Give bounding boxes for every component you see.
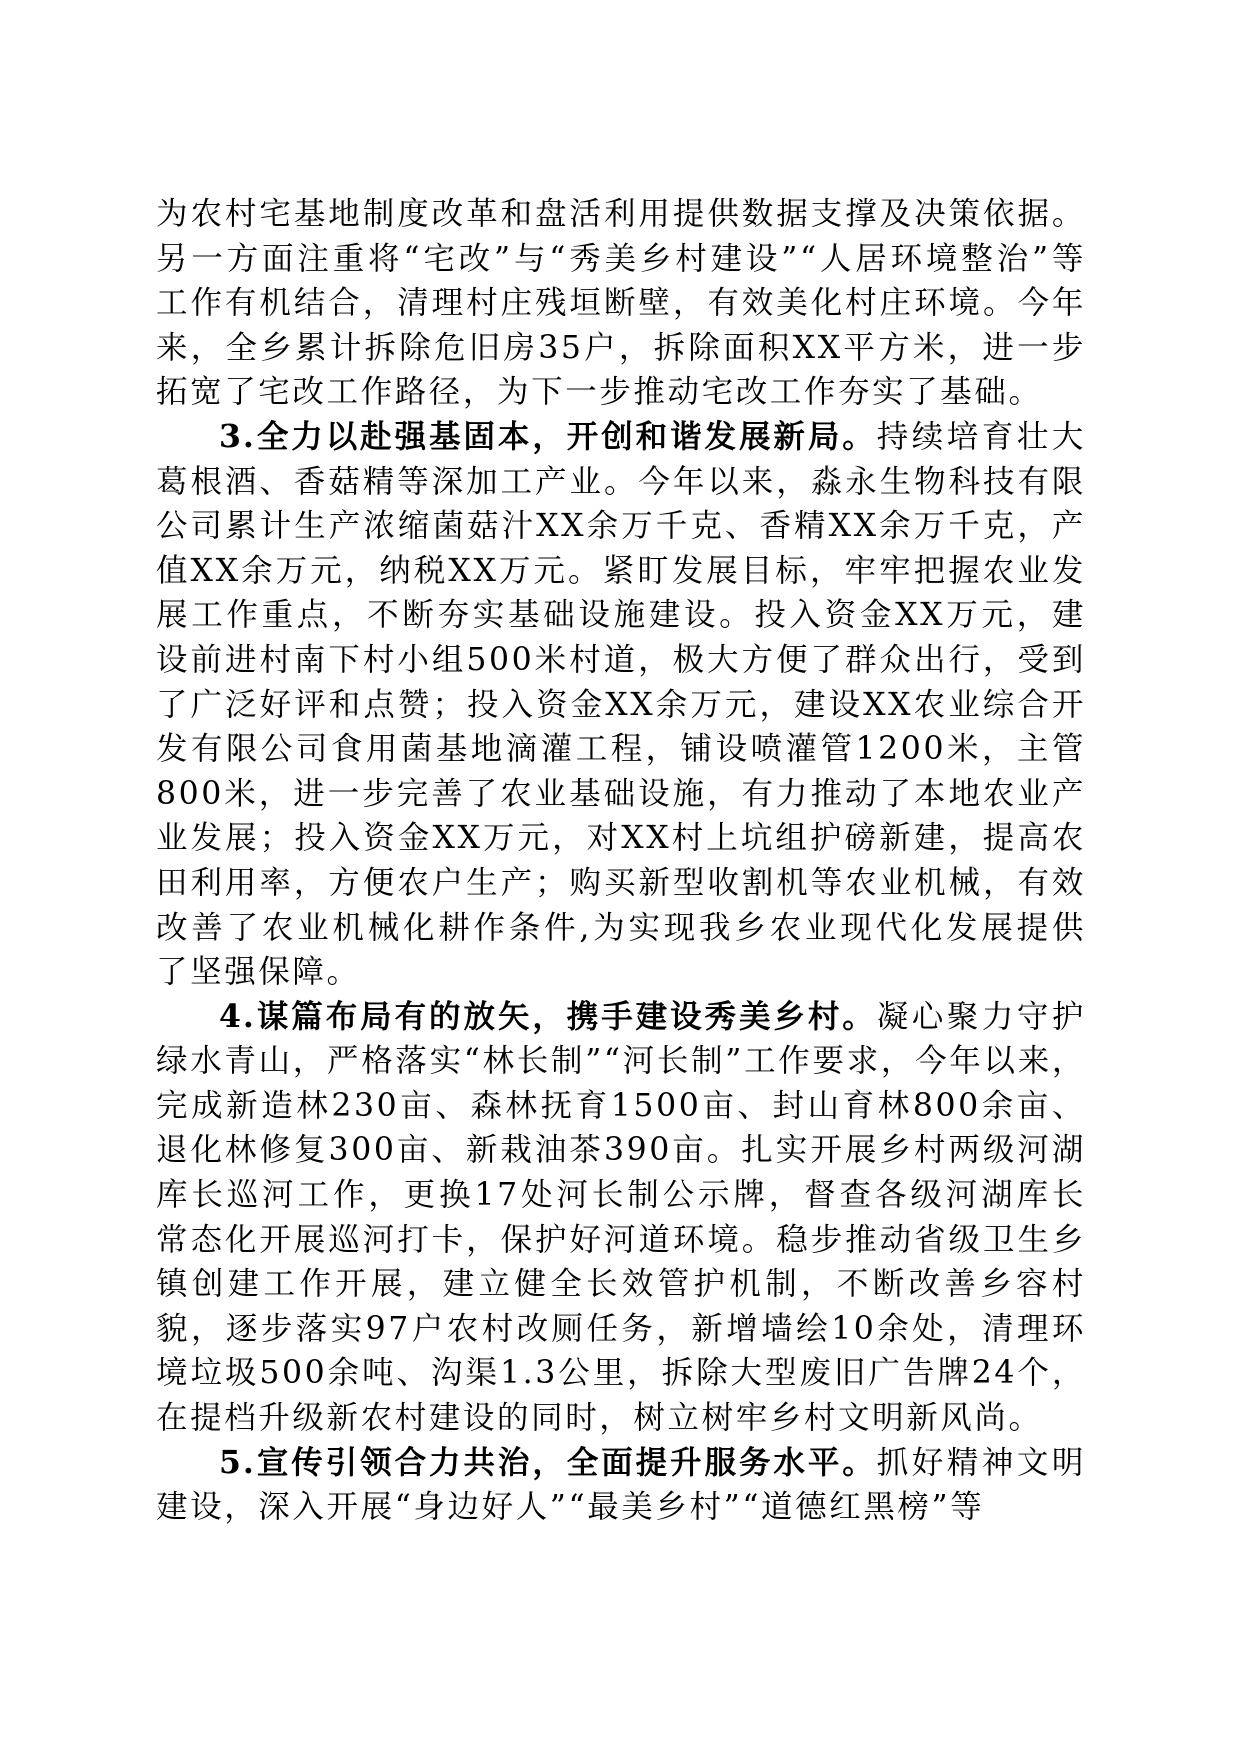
paragraph-1-text: 为农村宅基地制度改革和盘活利用提供数据支撑及决策依据。另一方面注重将“宅改”与“秀美乡村建设”“人居环境整治”等工作有机结合，清理村庄残垣断壁，有效美化村庄环境。今年来，全乡累计拆除危旧房35户，拆除面积XX平方米，进一步拓宽了宅改工作路径，为下一步推动宅改工作夯实了基础。 [156, 196, 1086, 411]
paragraph-1 [156, 192, 1086, 415]
section-3-heading: 3.全力以赴强基固本，开创和谐发展新局。 [219, 417, 877, 455]
paragraph-4-text: 抓好精神文明建设，深入开展“身边好人”“最美乡村”“道德红黑榜”等 [156, 1444, 1086, 1526]
paragraph-2-text: 持续培育壮大葛根酒、香菇精等深加工产业。今年以来，淼永生物科技有限公司累计生产浓缩菌菇汁XX余万千克、香精XX余万千克，产值XX余万元，纳税XX万元。紧盯发展目标，牢牢把握农业发展工作重点，不断夯实基础设施建设。投入资金XX万元，建设前进村南下村小组500米村道，极大方便了群众出行，受到了广泛好评和点赞；投入资金XX余万元，建设XX农业综合开发有限公司食用菌基地滴灌工程，铺设喷灌管1200米，主管800米，进一步完善了农业基础设施，有力推动了本地农业产业发展；投入资金XX万元，对XX村上坑组护磅新建，提高农田利用率，方便农户生产；购买新型收割机等农业机械，有效改善了农业机械化耕作条件,为实现我乡农业现代化发展提供了坚强保障。 [156, 418, 1086, 991]
document-body [156, 192, 1086, 1530]
section-4-heading: 4.谋篇布局有的放矢，携手建设秀美乡村。 [219, 997, 877, 1035]
section-5-heading: 5.宣传引领合力共治，全面提升服务水平。 [219, 1443, 877, 1481]
paragraph-4 [156, 1441, 1086, 1530]
paragraph-3-text: 凝心聚力守护绿水青山，严格落实“林长制”“河长制”工作要求，今年以来，完成新造林230亩、森林抚育1500亩、封山育林800余亩、退化林修复300亩、新栽油茶390亩。扎实开展乡村两级河湖库长巡河工作，更换17处河长制公示牌，督查各级河湖库长常态化开展巡河打卡，保护好河道环境。稳步推动省级卫生乡镇创建工作开展，建立健全长效管护机制，不断改善乡容村貌，逐步落实97户农村改厕任务，新增墙绘10余处，清理环境垃圾500余吨、沟渠1.3公里，拆除大型废旧广告牌24个，在提档升级新农村建设的同时，树立树牢乡村文明新风尚。 [156, 998, 1086, 1437]
paragraph-3 [156, 995, 1086, 1441]
paragraph-2 [156, 415, 1086, 995]
